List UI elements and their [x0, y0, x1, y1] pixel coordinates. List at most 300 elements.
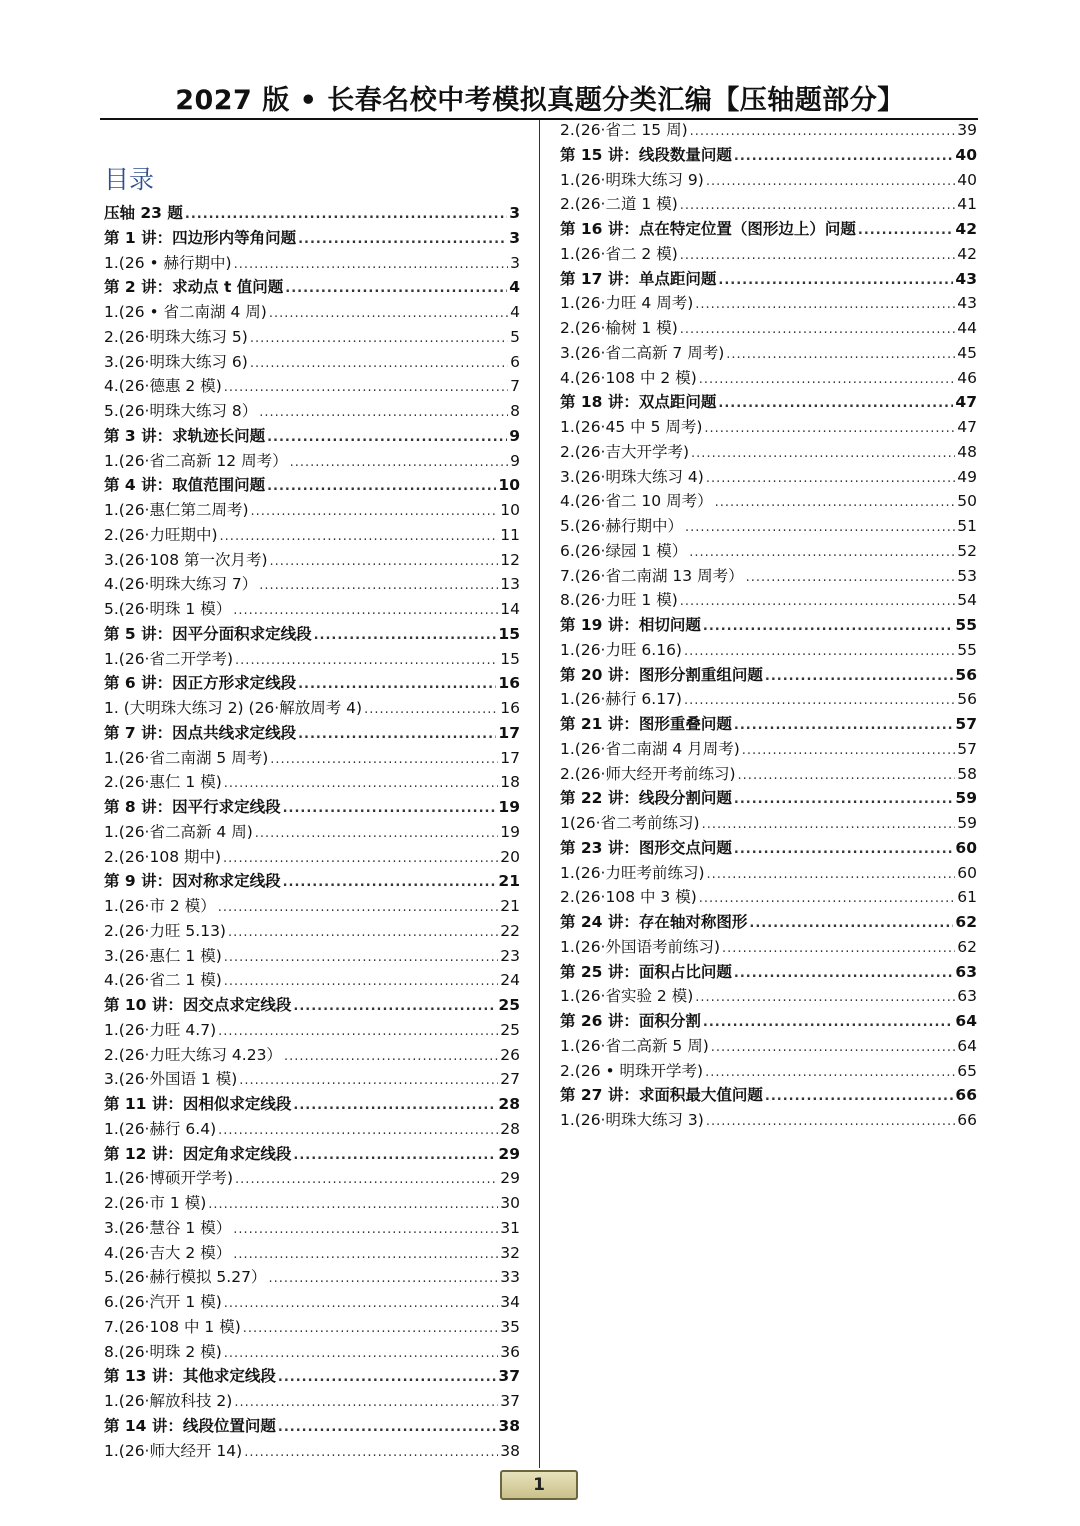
toc-item-entry[interactable] [104, 1389, 520, 1414]
toc-entry-title: 2.(26·省二 15 周) [560, 121, 688, 139]
toc-dot-leader [293, 1144, 496, 1169]
toc-entry-title: 1.(26·省二高新 5 周) [560, 1036, 709, 1055]
page-number-badge: 1 [500, 1470, 578, 1500]
toc-dot-leader [314, 624, 497, 649]
toc-item-entry[interactable] [560, 539, 977, 564]
toc-dot-leader [208, 1193, 498, 1218]
toc-entry-title: 2.(26·108 中 3 模) [560, 888, 697, 907]
toc-entry-title: 第 7 讲：因点共线求定线段 [104, 723, 297, 742]
toc-item-entry[interactable] [104, 1191, 520, 1216]
toc-item-entry[interactable] [560, 885, 977, 910]
toc-entry-title: 7.(26·省二南湖 13 周考） [560, 566, 744, 585]
toc-entry-page: 35 [500, 1317, 520, 1336]
toc-item-entry[interactable] [104, 251, 520, 276]
toc-entry-page: 43 [955, 269, 977, 288]
toc-item-entry[interactable] [560, 588, 977, 613]
toc-item-entry[interactable] [560, 811, 977, 836]
toc-section-entry[interactable] [560, 1083, 977, 1108]
toc-dot-leader [734, 714, 954, 739]
toc-item-entry[interactable] [560, 415, 977, 440]
toc-item-entry[interactable] [560, 366, 977, 391]
toc-entry-title: 1.(26·45 中 5 周考) [560, 418, 703, 436]
toc-dot-leader [702, 813, 956, 838]
toc-item-entry[interactable] [104, 968, 520, 993]
toc-dot-leader [293, 1094, 496, 1119]
toc-entry-page: 59 [955, 789, 977, 808]
toc-entry-title: 1.(26·博硕开学考) [104, 1169, 234, 1188]
toc-entry-title: 2.(26·榆树 1 模) [560, 319, 678, 337]
toc-dot-leader [715, 491, 956, 516]
toc-entry-page: 60 [957, 863, 977, 882]
toc-dot-leader [218, 1119, 498, 1144]
toc-dot-leader [243, 1317, 499, 1342]
toc-entry-page: 62 [955, 913, 977, 931]
toc-item-entry[interactable] [104, 894, 520, 919]
toc-dot-leader [706, 170, 955, 195]
toc-entry-title: 1.(26·市 2 模） [104, 897, 216, 915]
toc-dot-leader [259, 574, 498, 599]
toc-entry-title: 1.(26·明珠大练习 3) [560, 1111, 704, 1129]
toc-entry-page: 3 [509, 228, 520, 247]
toc-entry-page: 17 [500, 748, 520, 767]
toc-entry-title: 3.(26·慧谷 1 模） [104, 1218, 232, 1237]
toc-entry-page: 54 [957, 591, 977, 610]
toc-entry-page: 52 [957, 541, 977, 560]
toc-dot-leader [267, 426, 507, 451]
toc-item-entry[interactable] [560, 316, 977, 341]
toc-entry-page: 41 [957, 195, 977, 214]
toc-entry-title: 1.(26·赫行 6.4) [104, 1119, 217, 1138]
toc-dot-leader [298, 723, 496, 748]
toc-entry-title: 2.(26·108 期中) [104, 847, 222, 866]
toc-entry-title: 第 23 讲：图形交点问题 [560, 838, 732, 857]
toc-dot-leader [703, 615, 954, 640]
toc-entry-page: 12 [500, 550, 520, 569]
toc-dot-leader [738, 764, 956, 789]
toc-dot-leader [680, 318, 956, 343]
toc-section-entry[interactable] [104, 795, 520, 820]
toc-item-entry[interactable] [104, 1439, 520, 1464]
toc-entry-title: 第 25 讲：面积占比问题 [560, 962, 732, 981]
toc-entry-page: 9 [510, 451, 520, 470]
toc-item-entry[interactable] [104, 820, 520, 845]
toc-dot-leader [690, 120, 956, 145]
toc-entry-title: 第 6 讲：因正方形求定线段 [104, 674, 297, 693]
toc-entry-title: 1.(26 • 赫行期中) [104, 253, 232, 272]
toc-entry-page: 57 [955, 715, 977, 733]
toc-section-entry[interactable] [560, 663, 977, 688]
toc-dot-leader [224, 946, 499, 971]
toc-entry-title: 5.(26·赫行模拟 5.27） [104, 1268, 267, 1287]
toc-item-entry[interactable] [104, 597, 520, 622]
toc-dot-leader [267, 475, 496, 500]
toc-dot-leader [707, 863, 956, 888]
toc-entry-page: 21 [500, 897, 520, 915]
toc-item-entry[interactable] [104, 374, 520, 399]
toc-item-entry[interactable] [560, 984, 977, 1009]
toc-section-entry[interactable] [104, 226, 520, 251]
toc-entry-title: 1.(26·力旺考前练习) [560, 863, 705, 882]
toc-dot-leader [685, 516, 955, 541]
toc-item-entry[interactable] [560, 638, 977, 663]
toc-entry-page: 47 [957, 418, 977, 436]
toc-dot-leader [185, 203, 507, 228]
toc-dot-leader [278, 1366, 497, 1391]
toc-entry-page: 55 [957, 640, 977, 659]
toc-entry-page: 32 [500, 1243, 520, 1262]
toc-entry-title: 3.(26·惠仁 1 模) [104, 946, 222, 965]
toc-item-entry[interactable] [104, 1241, 520, 1266]
toc-entry-title: 第 20 讲：图形分割重组问题 [560, 665, 763, 684]
toc-section-entry[interactable] [560, 267, 977, 292]
toc-section-entry[interactable] [104, 473, 520, 498]
toc-entry-page: 30 [500, 1194, 520, 1212]
toc-entry-page: 10 [498, 476, 520, 495]
toc-section-entry[interactable] [560, 910, 977, 935]
toc-dot-leader [705, 1061, 955, 1086]
toc-entry-page: 57 [957, 739, 977, 758]
toc-item-entry[interactable] [560, 762, 977, 787]
toc-entry-title: 1.(26·省实验 2 模) [560, 987, 694, 1006]
toc-entry-page: 8 [510, 402, 520, 420]
toc-section-entry[interactable] [560, 960, 977, 985]
toc-section-entry[interactable] [104, 869, 520, 894]
toc-entry-page: 45 [957, 343, 977, 362]
toc-item-entry[interactable] [104, 1067, 520, 1092]
toc-entry-page: 42 [955, 220, 977, 238]
toc-entry-page: 60 [955, 838, 977, 857]
toc-section-entry[interactable] [560, 786, 977, 811]
toc-section-entry[interactable] [104, 671, 520, 696]
toc-dot-leader [269, 302, 508, 327]
toc-section-entry[interactable] [104, 721, 520, 746]
toc-entry-title: 8.(26·明珠 2 模) [104, 1342, 222, 1361]
toc-item-entry[interactable] [104, 1216, 520, 1241]
toc-entry-title: 1.(26·明珠大练习 9) [560, 170, 704, 189]
toc-section-entry[interactable] [560, 390, 977, 415]
toc-section-entry[interactable] [104, 993, 520, 1018]
toc-entry-page: 27 [500, 1070, 520, 1089]
toc-section-entry[interactable] [104, 1364, 520, 1389]
toc-item-entry[interactable] [560, 1059, 977, 1084]
toc-entry-page: 56 [957, 690, 977, 709]
toc-dot-leader [711, 1036, 956, 1061]
toc-dot-leader [734, 838, 954, 863]
toc-entry-title: 第 10 讲：因交点求定线段 [104, 996, 292, 1014]
toc-item-entry[interactable] [560, 118, 977, 143]
toc-entry-page: 49 [957, 467, 977, 486]
toc-dot-leader [858, 219, 954, 244]
toc-entry-title: 4.(26·108 中 2 模) [560, 368, 697, 387]
toc-item-entry[interactable] [560, 192, 977, 217]
toc-dot-leader [298, 673, 496, 698]
toc-entry-page: 10 [500, 501, 520, 519]
toc-entry-title: 1.(26·力旺 4.7) [104, 1020, 217, 1039]
toc-item-entry[interactable] [104, 325, 520, 350]
toc-entry-title: 第 2 讲：求动点 t 值问题 [104, 278, 284, 297]
toc-dot-leader [250, 352, 508, 377]
toc-dot-leader [364, 698, 498, 723]
toc-dot-leader [706, 467, 955, 492]
toc-item-entry[interactable] [560, 514, 977, 539]
toc-entry-page: 66 [955, 1086, 977, 1105]
toc-entry-title: 4.(26·省二 1 模) [104, 971, 222, 990]
toc-item-entry[interactable] [104, 548, 520, 573]
toc-entry-title: 第 26 讲：面积分割 [560, 1012, 701, 1030]
toc-entry-page: 9 [509, 426, 520, 445]
toc-entry-page: 48 [957, 442, 977, 461]
toc-dot-leader [706, 1110, 955, 1135]
toc-entry-title: 3.(26·明珠大练习 4) [560, 467, 704, 486]
toc-entry-page: 62 [957, 937, 977, 956]
toc-dot-leader [718, 269, 953, 294]
toc-entry-title: 压轴 23 题 [104, 204, 183, 222]
toc-entry-title: 4.(26·明珠大练习 7） [104, 575, 258, 594]
toc-dot-leader [268, 1267, 498, 1292]
toc-entry-page: 61 [957, 888, 977, 907]
toc-dot-leader [284, 1045, 498, 1070]
toc-right-column [560, 118, 977, 1133]
toc-entry-page: 3 [510, 253, 520, 272]
toc-entry-page: 55 [955, 616, 977, 634]
toc-entry-page: 22 [500, 921, 520, 940]
toc-section-entry[interactable] [104, 275, 520, 300]
toc-item-entry[interactable] [560, 341, 977, 366]
toc-entry-page: 36 [500, 1342, 520, 1361]
toc-item-entry[interactable] [104, 1117, 520, 1142]
toc-dot-leader [749, 912, 953, 937]
toc-dot-leader [244, 1441, 498, 1466]
toc-entry-page: 56 [955, 665, 977, 684]
toc-entry-title: 2.(26 • 明珠开学考) [560, 1061, 704, 1080]
toc-section-entry[interactable] [104, 1414, 520, 1439]
toc-item-entry[interactable] [104, 919, 520, 944]
toc-dot-leader [251, 500, 499, 525]
toc-entry-page: 64 [957, 1036, 977, 1055]
toc-item-entry[interactable] [104, 1340, 520, 1365]
toc-entry-title: 1.(26·外国语考前练习) [560, 937, 721, 956]
toc-dot-leader [703, 1011, 954, 1036]
toc-dot-leader [695, 986, 955, 1011]
toc-entry-page: 42 [957, 244, 977, 263]
toc-item-entry[interactable] [104, 498, 520, 523]
toc-dot-leader [293, 995, 496, 1020]
toc-item-entry[interactable] [560, 291, 977, 316]
toc-dot-leader [235, 649, 498, 674]
toc-dot-leader [220, 525, 499, 550]
toc-entry-title: 3.(26·省二高新 7 周考) [560, 343, 725, 362]
toc-entry-title: 5.(26·明珠大练习 8） [104, 402, 258, 420]
toc-entry-page: 13 [500, 575, 520, 594]
toc-dot-leader [699, 368, 956, 393]
toc-entry-title: 第 9 讲：因对称求定线段 [104, 872, 281, 891]
toc-item-entry[interactable] [560, 440, 977, 465]
toc-item-entry[interactable] [104, 845, 520, 870]
toc-dot-leader [218, 1020, 498, 1045]
toc-dot-leader [722, 937, 955, 962]
toc-entry-page: 18 [500, 773, 520, 792]
toc-entry-title: 第 5 讲：因平分面积求定线段 [104, 624, 312, 643]
toc-section-entry[interactable] [560, 143, 977, 168]
toc-entry-page: 46 [957, 368, 977, 387]
toc-entry-title: 第 13 讲：其他求定线段 [104, 1367, 276, 1386]
toc-entry-page: 37 [498, 1367, 520, 1386]
toc-item-entry[interactable] [104, 944, 520, 969]
toc-item-entry[interactable] [104, 1315, 520, 1340]
toc-entry-page: 63 [957, 987, 977, 1006]
toc-entry-title: 1.(26·省二高新 4 周) [104, 822, 253, 841]
toc-entry-title: 第 1 讲：四边形内等角问题 [104, 228, 297, 247]
toc-section-entry[interactable] [560, 836, 977, 861]
toc-item-entry[interactable] [104, 300, 520, 325]
toc-item-entry[interactable] [104, 449, 520, 474]
toc-entry-title: 1.(26·省二南湖 5 周考) [104, 748, 269, 767]
toc-entry-page: 37 [500, 1392, 520, 1410]
toc-entry-page: 47 [955, 393, 977, 412]
toc-section-entry[interactable] [560, 613, 977, 638]
toc-dot-leader [278, 1416, 497, 1441]
toc-item-entry[interactable] [104, 572, 520, 597]
toc-entry-title: 第 15 讲：线段数量问题 [560, 145, 732, 164]
toc-dot-leader [283, 871, 497, 896]
toc-dot-leader [224, 970, 499, 995]
toc-section-entry[interactable] [104, 201, 520, 226]
toc-entry-title: 第 3 讲：求轨迹长问题 [104, 426, 266, 445]
toc-item-entry[interactable] [104, 696, 520, 721]
toc-item-entry[interactable] [104, 1265, 520, 1290]
toc-dot-leader [233, 1218, 498, 1243]
toc-item-entry[interactable] [104, 1018, 520, 1043]
toc-section-entry[interactable] [560, 217, 977, 242]
toc-item-entry[interactable] [560, 1108, 977, 1133]
toc-entry-title: 2.(26·力旺期中) [104, 525, 218, 544]
toc-entry-page: 19 [500, 822, 520, 841]
toc-item-entry[interactable] [560, 489, 977, 514]
toc-dot-leader [684, 689, 955, 714]
toc-entry-title: 第 4 讲：取值范围问题 [104, 476, 266, 495]
toc-dot-leader [684, 640, 955, 665]
toc-entry-page: 59 [957, 814, 977, 832]
toc-entry-page: 34 [500, 1293, 520, 1311]
toc-entry-title: 6.(26·绿园 1 模） [560, 541, 688, 560]
toc-entry-title: 1.(26·力旺 4 周考) [560, 294, 694, 313]
toc-item-entry[interactable] [104, 399, 520, 424]
toc-entry-title: 第 17 讲：单点距问题 [560, 269, 717, 288]
toc-dot-leader [746, 566, 956, 591]
toc-entry-title: 4.(26·省二 10 周考） [560, 492, 713, 511]
toc-item-entry[interactable] [104, 746, 520, 771]
toc-item-entry[interactable] [104, 523, 520, 548]
toc-entry-page: 3 [509, 204, 520, 222]
toc-item-entry[interactable] [104, 350, 520, 375]
toc-section-entry[interactable] [104, 1092, 520, 1117]
toc-section-entry[interactable] [104, 622, 520, 647]
toc-dot-leader [680, 590, 956, 615]
toc-entry-page: 20 [500, 847, 520, 866]
toc-entry-page: 44 [957, 319, 977, 337]
toc-entry-title: 3.(26·外国语 1 模) [104, 1070, 238, 1089]
toc-entry-page: 29 [500, 1169, 520, 1188]
toc-dot-leader [234, 1391, 498, 1416]
toc-entry-page: 66 [957, 1111, 977, 1129]
toc-entry-title: 4.(26·吉大 2 模） [104, 1243, 232, 1262]
toc-section-entry[interactable] [104, 424, 520, 449]
toc-item-entry[interactable] [560, 465, 977, 490]
toc-item-entry[interactable] [104, 1166, 520, 1191]
toc-dot-leader [270, 748, 498, 773]
toc-item-entry[interactable] [560, 242, 977, 267]
toc-item-entry[interactable] [104, 647, 520, 672]
toc-dot-leader [765, 1085, 954, 1110]
toc-section-entry[interactable] [560, 1009, 977, 1034]
toc-entry-page: 63 [955, 962, 977, 981]
toc-item-entry[interactable] [560, 564, 977, 589]
toc-item-entry[interactable] [560, 935, 977, 960]
toc-entry-page: 14 [500, 600, 520, 618]
toc-entry-title: 1.(26·省二开学考) [104, 649, 234, 668]
toc-dot-leader [259, 401, 508, 426]
toc-item-entry[interactable] [104, 1290, 520, 1315]
toc-section-entry[interactable] [104, 1142, 520, 1167]
toc-item-entry[interactable] [560, 687, 977, 712]
toc-dot-leader [233, 1243, 498, 1268]
toc-entry-title: 3.(26·明珠大练习 6) [104, 352, 248, 371]
toc-entry-page: 7 [510, 377, 520, 396]
toc-entry-title: 1.(26·力旺 6.16) [560, 640, 682, 659]
toc-entry-title: 第 21 讲：图形重叠问题 [560, 715, 732, 733]
toc-dot-leader [718, 392, 953, 417]
toc-entry-title: 2.(26·力旺大练习 4.23） [104, 1045, 282, 1064]
toc-entry-page: 51 [957, 517, 977, 535]
toc-entry-title: 3.(26·108 第一次月考) [104, 550, 268, 569]
toc-heading: 目录 [104, 165, 155, 194]
toc-dot-leader [223, 847, 498, 872]
toc-dot-leader [250, 327, 508, 352]
toc-entry-page: 58 [957, 764, 977, 783]
toc-item-entry[interactable] [560, 1034, 977, 1059]
toc-item-entry[interactable] [104, 1043, 520, 1068]
toc-dot-leader [224, 376, 508, 401]
toc-item-entry[interactable] [560, 737, 977, 762]
toc-dot-leader [699, 887, 956, 912]
column-divider [539, 120, 540, 1468]
toc-entry-page: 4 [509, 278, 520, 297]
toc-section-entry[interactable] [560, 712, 977, 737]
toc-entry-page: 43 [957, 294, 977, 313]
toc-entry-page: 40 [957, 170, 977, 189]
toc-entry-page: 24 [500, 971, 520, 990]
toc-dot-leader [726, 343, 955, 368]
toc-entry-page: 11 [500, 525, 520, 544]
toc-entry-title: 1. (大明珠大练习 2) (26·解放周考 4) [104, 699, 363, 717]
toc-entry-page: 16 [500, 699, 520, 717]
toc-item-entry[interactable] [104, 770, 520, 795]
toc-entry-title: 1.(26·省二高新 12 周考） [104, 451, 288, 470]
toc-entry-title: 4.(26·德惠 2 模) [104, 377, 222, 396]
toc-entry-title: 1.(26·省二 2 模) [560, 244, 678, 263]
toc-entry-page: 39 [957, 121, 977, 139]
toc-entry-title: 2.(26·惠仁 1 模) [104, 773, 222, 792]
page-title: 2027 版 • 长春名校中考模拟真题分类汇编【压轴题部分】 [175, 85, 905, 116]
toc-dot-leader [298, 228, 507, 253]
toc-entry-title: 1.(26 • 省二南湖 4 周) [104, 303, 267, 321]
toc-entry-title: 第 12 讲：因定角求定线段 [104, 1144, 292, 1163]
toc-left-column [104, 201, 520, 1463]
toc-item-entry[interactable] [560, 168, 977, 193]
toc-dot-leader [234, 253, 509, 278]
toc-item-entry[interactable] [560, 861, 977, 886]
toc-dot-leader [695, 293, 955, 318]
